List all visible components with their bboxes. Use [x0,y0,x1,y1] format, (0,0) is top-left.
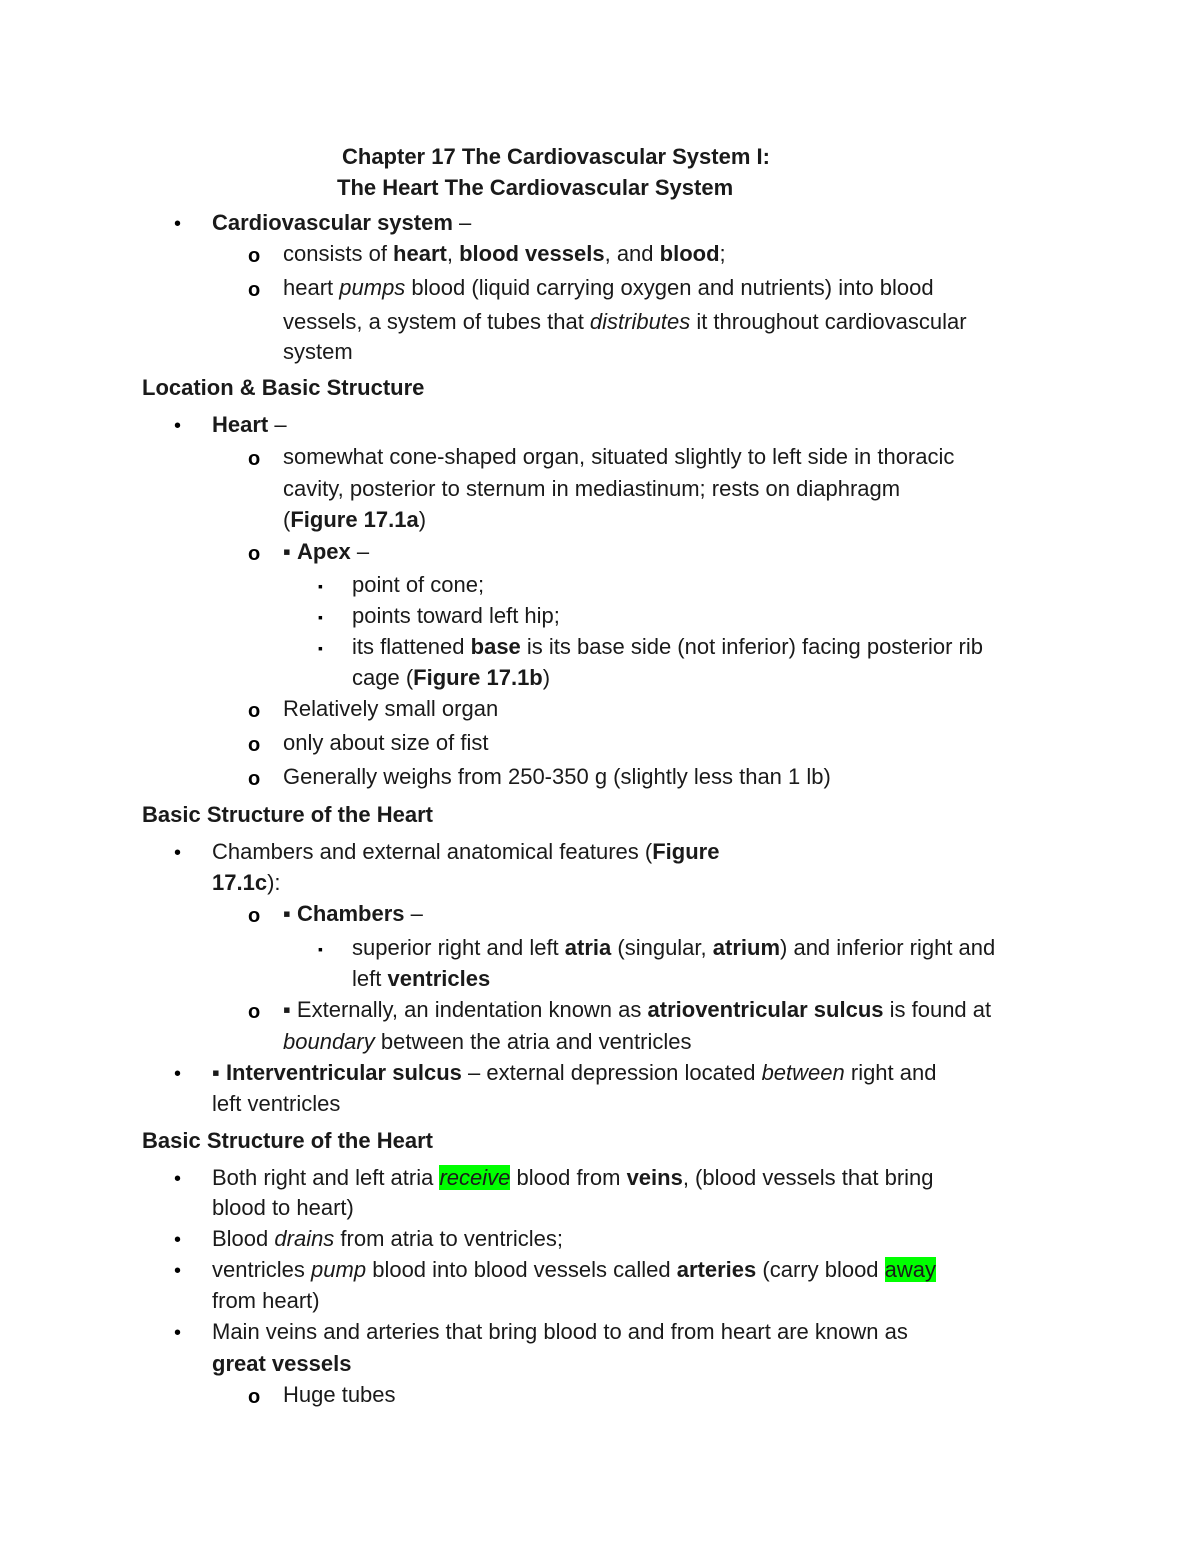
square-bullet: ▪ [318,609,323,625]
list-item: Heart – [212,412,287,437]
square-bullet: ▪ [283,997,291,1022]
list-item: ▪ Interventricular sulcus – external depression located between right and [212,1060,937,1085]
disc-bullet: • [174,213,182,235]
square-bullet: ▪ [318,640,323,656]
title-line-1: Chapter 17 The Cardiovascular System I: [342,144,770,169]
list-item: ▪ Externally, an indentation known as atrioventricular sulcus is found at [283,997,992,1022]
circle-bullet: o [248,448,261,470]
circle-bullet: o [248,700,261,722]
list-item: Main veins and arteries that bring blood to and from heart are known as [212,1319,908,1344]
disc-bullet: • [174,1229,182,1251]
list-item-continued: cavity, posterior to sternum in mediastinum; rests on diaphragm [283,476,901,501]
list-item: point of cone; [352,572,485,597]
square-bullet: ▪ [212,1060,220,1085]
list-item: superior right and left atria (singular, atrium) and inferior right and [352,935,996,960]
list-item-continued: (Figure 17.1a) [283,507,427,532]
list-item-continued: boundary between the atria and ventricles [283,1029,692,1054]
square-bullet: ▪ [283,901,291,926]
section-heading: Basic Structure of the Heart [142,1128,433,1153]
disc-bullet: • [174,1322,182,1344]
list-item: Blood drains from atria to ventricles; [212,1226,563,1251]
list-item: only about size of fist [283,730,489,755]
list-item: heart pumps blood (liquid carrying oxygen and nutrients) into blood [283,275,934,300]
disc-bullet: • [174,415,182,437]
section-heading: Basic Structure of the Heart [142,802,433,827]
disc-bullet: • [174,1260,182,1282]
square-bullet: ▪ [318,578,323,594]
highlighted-text: receive [439,1165,511,1190]
square-bullet: ▪ [318,941,323,957]
highlighted-text: away [884,1257,937,1282]
list-item: Relatively small organ [283,696,499,721]
list-item: ▪ Chambers – [283,901,423,926]
list-item: Chambers and external anatomical features (Figure [212,839,720,864]
list-item-continued: vessels, a system of tubes that distributes it throughout cardiovascular [283,309,967,334]
list-item-continued: from heart) [212,1288,320,1313]
circle-bullet: o [248,279,261,301]
list-item: consists of heart, blood vessels, and blood; [283,241,726,266]
circle-bullet: o [248,768,261,790]
circle-bullet: o [248,245,261,267]
list-item: ventricles pump blood into blood vessels called arteries (carry blood away [212,1257,937,1282]
list-item-continued: 17.1c): [212,870,281,895]
section-heading: Location & Basic Structure [142,375,425,400]
circle-bullet: o [248,1386,261,1408]
list-item-continued: left ventricles [212,1091,341,1116]
list-item: Huge tubes [283,1382,396,1407]
list-item-continued: blood to heart) [212,1195,354,1220]
disc-bullet: • [174,842,182,864]
title-line-2: The Heart The Cardiovascular System [337,175,734,200]
circle-bullet: o [248,905,261,927]
list-item-continued: great vessels [212,1351,352,1376]
list-item-continued: left ventricles [352,966,491,991]
list-item: somewhat cone-shaped organ, situated slightly to left side in thoracic [283,444,955,469]
list-item: its flattened base is its base side (not inferior) facing posterior rib [352,634,983,659]
list-item: Cardiovascular system – [212,210,472,235]
list-item: Generally weighs from 250-350 g (slightly less than 1 lb) [283,764,831,789]
list-item-continued: cage (Figure 17.1b) [352,665,551,690]
circle-bullet: o [248,734,261,756]
list-item: points toward left hip; [352,603,560,628]
list-item-continued: system [283,339,353,364]
circle-bullet: o [248,543,261,565]
list-item: ▪ Apex – [283,539,370,564]
disc-bullet: • [174,1063,182,1085]
list-item: Both right and left atria receive blood from veins, (blood vessels that bring [212,1165,934,1190]
square-bullet: ▪ [283,539,291,564]
disc-bullet: • [174,1168,182,1190]
circle-bullet: o [248,1001,261,1023]
